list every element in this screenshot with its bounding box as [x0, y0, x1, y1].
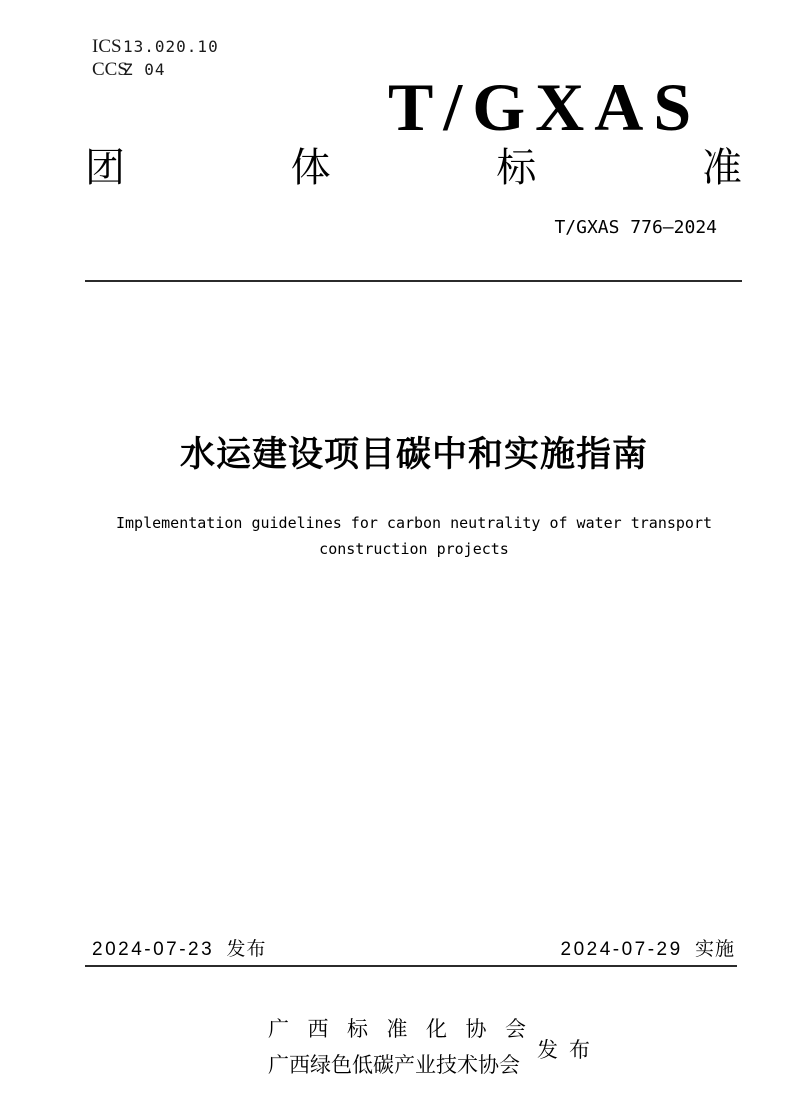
document-title-english-line1: Implementation guidelines for carbon neutrality of water transport [115, 514, 713, 532]
issue-date-label: 发布 [226, 939, 267, 960]
standard-number: T/GXAS 776—2024 [554, 217, 717, 238]
release-label: 发布 [537, 1039, 601, 1062]
ccs-code-row [92, 59, 219, 82]
ccs-value: Z 04 [123, 60, 166, 79]
issue-date: 2024-07-23 [92, 939, 215, 960]
header-divider-line [85, 280, 742, 282]
publishers-block [268, 1012, 526, 1084]
issue-date-group [92, 939, 267, 961]
document-title-english-line2: construction projects [319, 540, 509, 558]
ics-code-row [92, 36, 219, 59]
document-title-english [38, 510, 790, 562]
standard-type-banner: 团体标准 [85, 146, 742, 190]
classification-codes [92, 36, 219, 82]
ics-value: 13.020.10 [123, 37, 219, 56]
title-block [38, 427, 790, 562]
ccs-label: CCS [92, 59, 128, 80]
footer-divider-line [85, 965, 737, 967]
ics-label: ICS [92, 36, 122, 57]
publisher-secondary: 广西绿色低碳产业技术协会 [268, 1054, 520, 1077]
implement-date: 2024-07-29 [560, 939, 683, 960]
standard-body-logo: T/GXAS [388, 69, 702, 145]
document-title-chinese: 水运建设项目碳中和实施指南 [179, 435, 648, 474]
implement-date-group [561, 939, 736, 961]
publisher-primary: 广西标准化协会 [268, 1018, 526, 1041]
dates-row [92, 939, 735, 961]
implement-date-label: 实施 [694, 939, 735, 960]
